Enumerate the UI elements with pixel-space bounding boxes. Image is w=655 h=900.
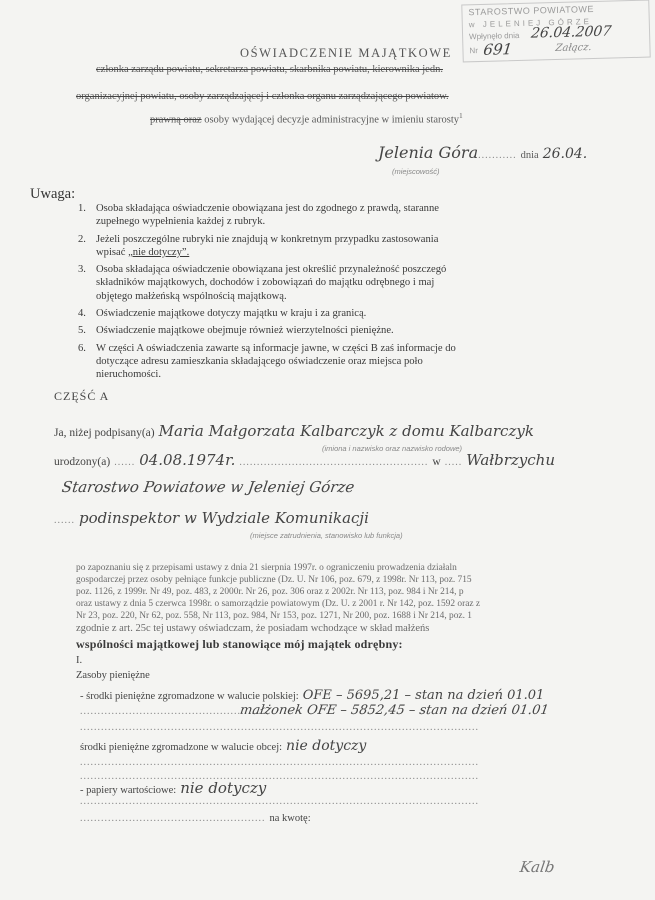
signature-initials: Kalb [518,858,556,876]
place-dots: ........... [478,150,517,161]
struck-header-line-2: organizacyjnej powiatu, osoby zarządzającej i członka organu zarządzającego powiatow. [76,91,449,102]
list-item: 1. Osoba składająca oświadczenie obowiązana jest do zgodnego z prawdą, staranne zupełnego wypełnienia każdej z rubryk. [78,203,439,228]
pln-line [80,686,544,704]
stamp-received-label: Wpłynęło dnia [469,30,520,42]
list-item: 6. W części A oświadczenia zawarte są informacje jawne, w części B zaś informacje do dotyczące adresu zamieszkania składającego oświadczenie oraz miejsca poło nieruchomości. [78,342,456,381]
part-a-heading: CZĘŚĆ A [54,389,110,403]
place-date-line [378,143,587,163]
document-title: OŚWIADCZENIE MAJĄTKOWE [240,46,452,60]
date-handwritten: 26.04. [542,146,588,162]
nie-dotyczy-emphasis: „nie dotyczy”. [128,246,190,258]
struck-header-line-1: członka zarządu powiatu, sekretarza powiatu, skarbnika powiatu, kierownika jedn. [96,64,443,75]
position-handwritten: podinspektor w Wydziale Komunikacji [79,509,369,527]
list-item: 5. Oświadczenie majątkowe obejmuje również wierzytelności pieniężne. [78,325,394,337]
legal-line-2: gospodarczej przez osoby pełniące funkcje publiczne (Dz. U. Nr 106, poz. 679, z 1998r. Nr 113, poz. 715 [76,575,472,585]
name-caption: (imiona i nazwisko oraz nazwisko rodowe) [322,444,463,453]
legal-line-5: Nr 23, poz. 220, Nr 62, poz. 558, Nr 113, poz. 984, Nr 153, poz. 1271, Nr 200, poz. 1688 i Nr 214, poz. 1 [76,611,472,621]
stamp-number-label: Nr [469,46,479,56]
foreign-label: środki pieniężne zgromadzone w walucie obcej: [80,742,283,753]
pln-dots: ...................................................... [80,706,269,717]
signed-line [54,422,534,441]
stamp-office: STAROSTWO POWIATOWE [468,4,595,18]
born-in-label: w [432,456,441,468]
header-line-3 [150,112,463,126]
pln-handwritten-2: małżonek OFE – 5852,45 – stan na dzień 01.01 [238,703,550,718]
born-line: urodzony(a) ...... 04.08.1974r. ...................................................... w ..... Wałbrzychu [54,451,555,469]
name-handwritten: Maria Małgorzata Kalbarczyk z domu Kalbarczyk [158,422,534,440]
securities-handwritten: nie dotyczy [180,779,267,797]
foreign-handwritten: nie dotyczy [286,738,367,754]
born-label: urodzony(a) [54,456,111,468]
footnote-mark: 1 [459,112,463,120]
list-item: 2. Jeżeli poszczególne rubryki nie znajdują w konkretnym przypadku zastosowania wpisać „nie dotyczy”. [78,233,439,258]
born-place-handwritten: Wałbrzychu [466,451,555,469]
struck-header-prefix: prawną oraz [150,114,202,126]
amount-label: na kwotę: [269,813,311,824]
legal-line-6: zgodnie z art. 25c tej ustawy oświadczam, że posiadam wchodzące w skład małżeńs [76,623,430,634]
uwaga-list [78,202,650,382]
date-label: dnia [520,150,539,161]
pln-handwritten-1: OFE – 5695,21 – stan na dzień 01.01 [302,688,545,703]
place-caption: (miejscowość) [392,167,440,176]
workplace-handwritten: Starostwo Powiatowe w Jeleniej Górze [60,478,356,496]
list-item: 3. Osoba składająca oświadczenie obowiązana jest określić przynależność poszczegó składników majątkowych, dochodów i zobowiązań do majątku odrębnego i maj objętego małżeńską wspólnością majątkową. [78,264,447,302]
securities-label: - papiery wartościowe: [80,785,177,796]
born-date-handwritten: 04.08.1974r. [139,451,236,469]
registration-stamp [461,0,650,62]
section-roman: I. [76,655,83,666]
stamp-received-date: 26.04.2007 [530,23,613,42]
legal-line-4: oraz ustawy z dnia 5 czerwca 1998r. o samorządzie powiatowym (Dz. U. z 2001 r. Nr 142, poz. 1592 oraz z [76,599,481,609]
position-line: ...... podinspektor w Wydziale Komunikacji [54,509,369,527]
list-item: 4. Oświadczenie majątkowe dotyczy majątku w kraju i za granicą. [78,308,367,320]
foreign-dots-1: .................................................................................................................. [80,757,479,768]
pln-dots-2: .................................................................................................................. [80,722,479,733]
signed-label: Ja, niżej podpisany(a) [54,427,155,439]
amount-line: ..................................................... na kwotę: [80,813,311,824]
header-line-3-text: osoby wydającej decyzje administracyjne w imieniu starosty [204,114,460,126]
stamp-initials: Załącz. [554,42,593,55]
section-heading: Zasoby pieniężne [76,670,150,681]
stamp-number: 691 [482,40,514,59]
position-caption: (miejsce zatrudnienia, stanowisko lub funkcja) [250,531,403,540]
stamp-city: w JELENIEJ GÓRZE [468,17,593,30]
place-handwritten: Jelenia Góra [378,143,479,162]
foreign-line [80,737,366,755]
securities-dots-1: .................................................................................................................. [80,796,479,807]
foreign-dots-2: .................................................................................................................. [80,771,479,782]
legal-line-3: poz. 1126, z 1999r. Nr 49, poz. 483, z 2000r. Nr 26, poz. 306 oraz z 2002r. Nr 113, poz. 984 i Nr 214, p [76,587,464,597]
declaration-line: wspólności majątkowej lub stanowiące mój majątek odrębny: [76,637,403,651]
pln-label: - środki pieniężne zgromadzone w walucie polskiej: [80,691,299,702]
legal-line-1: po zapoznaniu się z przepisami ustawy z dnia 21 sierpnia 1997r. o ograniczeniu prowadzenia działaln [76,563,457,573]
uwaga-heading: Uwaga: [30,186,76,202]
